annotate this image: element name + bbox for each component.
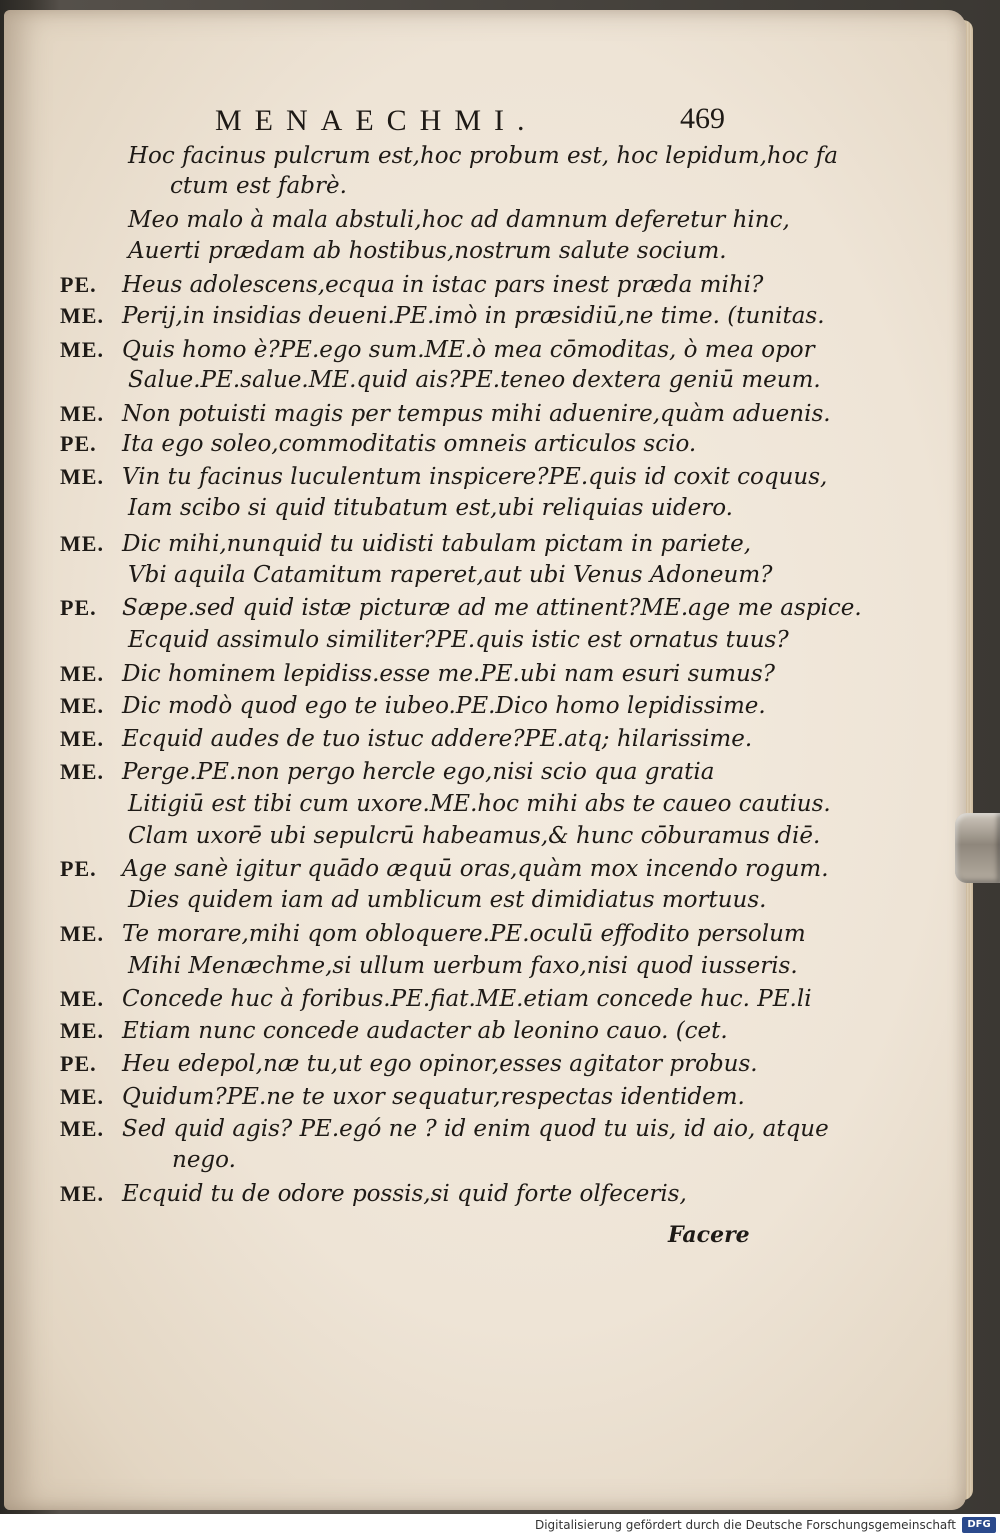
- dialogue-line: Ita ego soleo,commoditatis omneis articulos scio.: [122, 431, 697, 457]
- speaker-label: ME.: [60, 1116, 104, 1141]
- dialogue-line: Litigiū est tibi cum uxore.ME.hoc mihi abs te caueo cautius.: [128, 791, 831, 817]
- dfg-logo: DFG: [962, 1517, 996, 1533]
- dialogue-line: Ecquid audes de tuo istuc addere?PE.atq; hilarissime.: [122, 726, 753, 752]
- speaker-label: ME.: [60, 337, 104, 362]
- speaker-label: ME.: [60, 693, 104, 718]
- dialogue-line: Vbi aquila Catamitum raperet,aut ubi Venus Adoneum?: [128, 562, 773, 588]
- book-clasp: [955, 813, 1000, 883]
- dialogue-line: Perij,in insidias deueni.PE.imò in præsidiū,ne time. (tunitas.: [122, 303, 825, 329]
- dialogue-line: Iam scibo si quid titubatum est,ubi reliquias uidero.: [128, 495, 733, 521]
- speaker-label: PE.: [60, 856, 97, 881]
- speaker-label: ME.: [60, 1084, 104, 1109]
- speaker-label: ME.: [60, 1018, 104, 1043]
- speaker-label: ME.: [60, 303, 104, 328]
- dialogue-line: Dic modò quod ego te iubeo.PE.Dico homo lepidissime.: [122, 693, 766, 719]
- dialogue-line: Quis homo è?PE.ego sum.ME.ò mea cōmoditas, ò mea opor: [122, 337, 815, 363]
- dialogue-line: Heu edepol,næ tu,ut ego opinor,esses agitator probus.: [122, 1051, 758, 1077]
- dialogue-line: nego.: [172, 1147, 236, 1173]
- dialogue-line: Ecquid tu de odore possis,si quid forte olfeceris,: [122, 1181, 687, 1207]
- dialogue-line: Non potuisti magis per tempus mihi aduenire,quàm aduenis.: [122, 401, 831, 427]
- dialogue-line: Perge.PE.non pergo hercle ego,nisi scio qua gratia: [122, 759, 715, 785]
- dialogue-line: Etiam nunc concede audacter ab leonino cauo. (cet.: [122, 1018, 728, 1044]
- page-number: 469: [680, 102, 725, 135]
- dialogue-line: Dies quidem iam ad umblicum est dimidiatus mortuus.: [128, 887, 767, 913]
- dialogue-line: ctum est fabrè.: [170, 173, 347, 199]
- speaker-label: ME.: [60, 986, 104, 1011]
- speaker-label: PE.: [60, 1051, 97, 1076]
- speaker-label: PE.: [60, 595, 97, 620]
- footer-credit: Digitalisierung gefördert durch die Deutsche Forschungsgemeinschaft: [534, 1518, 956, 1532]
- speaker-label: ME.: [60, 726, 104, 751]
- speaker-label: PE.: [60, 431, 97, 456]
- speaker-label: ME.: [60, 661, 104, 686]
- dialogue-line: Vin tu facinus luculentum inspicere?PE.quis id coxit coquus,: [122, 464, 828, 490]
- speaker-label: PE.: [60, 272, 97, 297]
- dialogue-line: Dic hominem lepidiss.esse me.PE.ubi nam esuri sumus?: [122, 661, 775, 687]
- catchword: Facere: [668, 1222, 750, 1248]
- speaker-label: ME.: [60, 531, 104, 556]
- dialogue-line: Concede huc à foribus.PE.fiat.ME.etiam concede huc. PE.li: [122, 986, 812, 1012]
- dialogue-line: Dic mihi,nunquid tu uidisti tabulam pictam in pariete,: [122, 531, 752, 557]
- dialogue-line: Salue.PE.salue.ME.quid ais?PE.teneo dextera geniū meum.: [128, 367, 821, 393]
- dialogue-line: Te morare,mihi qom obloquere.PE.oculū effodito persolum: [122, 921, 806, 947]
- dialogue-line: Quidum?PE.ne te uxor sequatur,respectas identidem.: [122, 1084, 745, 1110]
- dialogue-line: Hoc facinus pulcrum est,hoc probum est, hoc lepidum,hoc fa: [128, 143, 838, 169]
- speaker-label: ME.: [60, 464, 104, 489]
- dialogue-line: Meo malo à mala abstuli,hoc ad damnum deferetur hinc,: [128, 207, 790, 233]
- dialogue-line: Ecquid assimulo similiter?PE.quis istic est ornatus tuus?: [128, 627, 789, 653]
- dialogue-line: Clam uxorē ubi sepulcrū habeamus,& hunc cōburamus diē.: [128, 823, 821, 849]
- speaker-label: ME.: [60, 921, 104, 946]
- speaker-label: ME.: [60, 401, 104, 426]
- dialogue-line: Age sanè igitur quādo æquū oras,quàm mox incendo rogum.: [122, 856, 829, 882]
- footer-bar: [0, 1514, 1000, 1537]
- dialogue-line: Sed quid agis? PE.egó ne ? id enim quod tu uis, id aio, atque: [122, 1116, 829, 1142]
- dialogue-line: Auerti prædam ab hostibus,nostrum salute socium.: [128, 238, 727, 264]
- running-head: MENAECHMI.: [215, 104, 538, 137]
- speaker-label: ME.: [60, 1181, 104, 1206]
- dialogue-line: Heus adolescens,ecqua in istac pars inest præda mihi?: [122, 272, 764, 298]
- dialogue-line: Mihi Menæchme,si ullum uerbum faxo,nisi quod iusseris.: [128, 953, 798, 979]
- speaker-label: ME.: [60, 759, 104, 784]
- dialogue-line: Sæpe.sed quid istæ picturæ ad me attinent?ME.age me aspice.: [122, 595, 862, 621]
